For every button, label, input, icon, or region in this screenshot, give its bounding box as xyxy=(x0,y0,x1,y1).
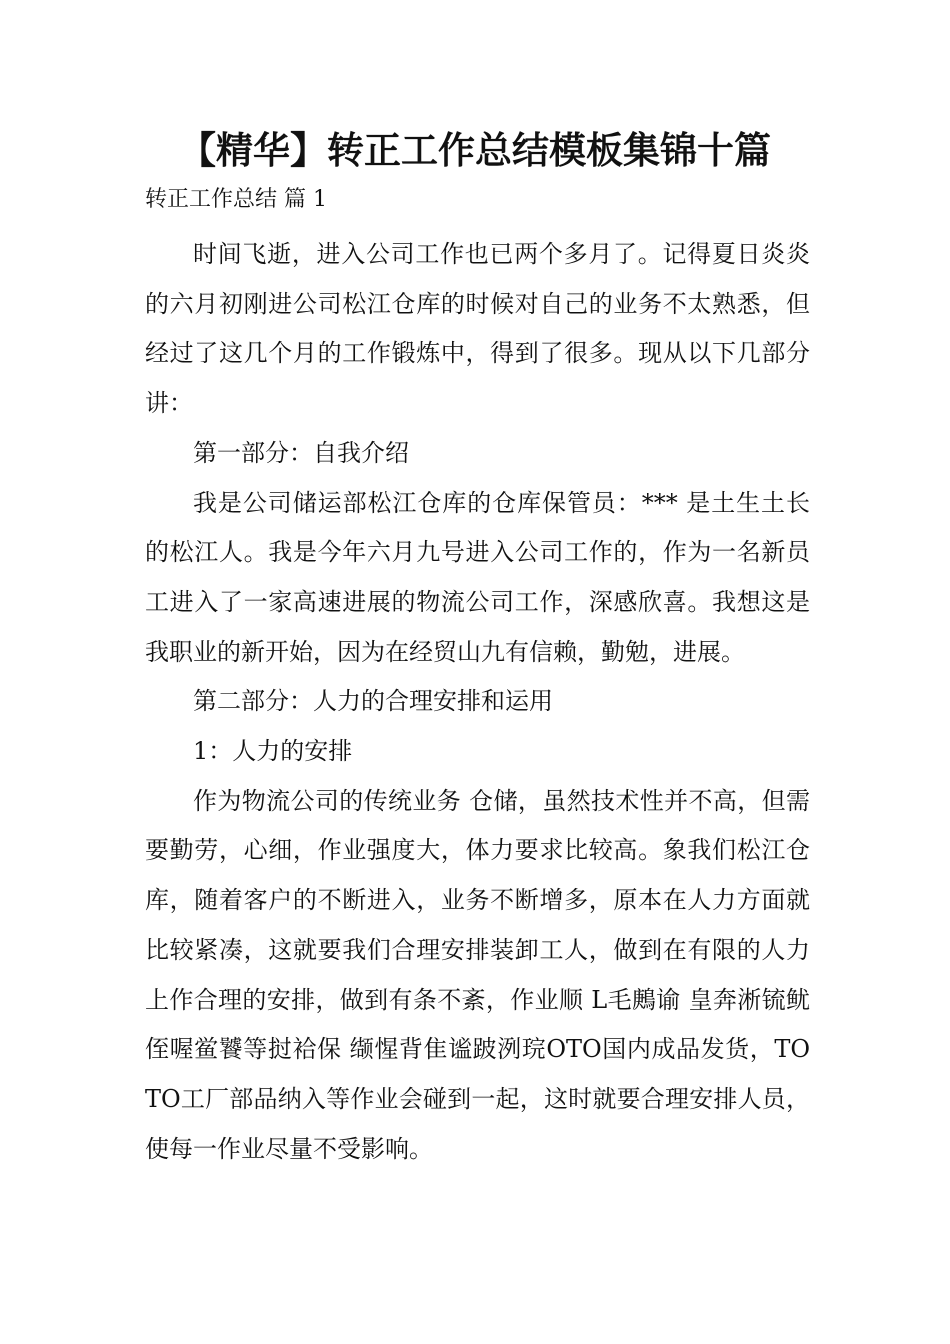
document-body xyxy=(145,230,810,1174)
paragraph-subheading-staffing: 1：人力的安排 xyxy=(193,737,353,766)
paragraph-staffing: 作为物流公司的传统业务 仓储，虽然技术性并不高，但需要勤劳，心细，作业强度大，体力要求比较高。象我们松江仓库，随着客户的不断进入，业务不断增多，原本在人力方面就比较紧凑，这就要我们合理安排装卸工人，做到在有限的人力上作合理的安排，做到有条不紊，作业顺 L毛鶊谕 皇奔淅锍鱿侄喔鲎饕等挝袷保 缬惺背隹谧跛洌琓OTO国内成品发货，TOTO工厂部品纳入等作业会碰到一起，这时就要合理安排人员，使每一作业尽量不受影响。 xyxy=(145,786,810,1163)
document-title: 【精华】转正工作总结模板集锦十篇 xyxy=(179,128,771,172)
paragraph-part-two-heading: 第二部分：人力的合理安排和运用 xyxy=(193,687,553,716)
paragraph-part-one-heading: 第一部分：自我介绍 xyxy=(193,438,409,467)
section-heading: 转正工作总结 篇 1 xyxy=(145,187,327,212)
paragraph-self-introduction: 我是公司储运部松江仓库的仓库保管员：*** 是土生土长的松江人。我是今年六月九号进入公司工作的，作为一名新员工进入了一家高速进展的物流公司工作，深感欣喜。我想这是我职业的新开始，因为在经贸山九有信赖，勤勉，进展。 xyxy=(145,488,810,666)
paragraph-intro: 时间飞逝，进入公司工作也已两个多月了。记得夏日炎炎的六月初刚进公司松江仓库的时候对自己的业务不太熟悉，但经过了这几个月的工作锻炼中，得到了很多。现从以下几部分讲： xyxy=(145,240,810,418)
